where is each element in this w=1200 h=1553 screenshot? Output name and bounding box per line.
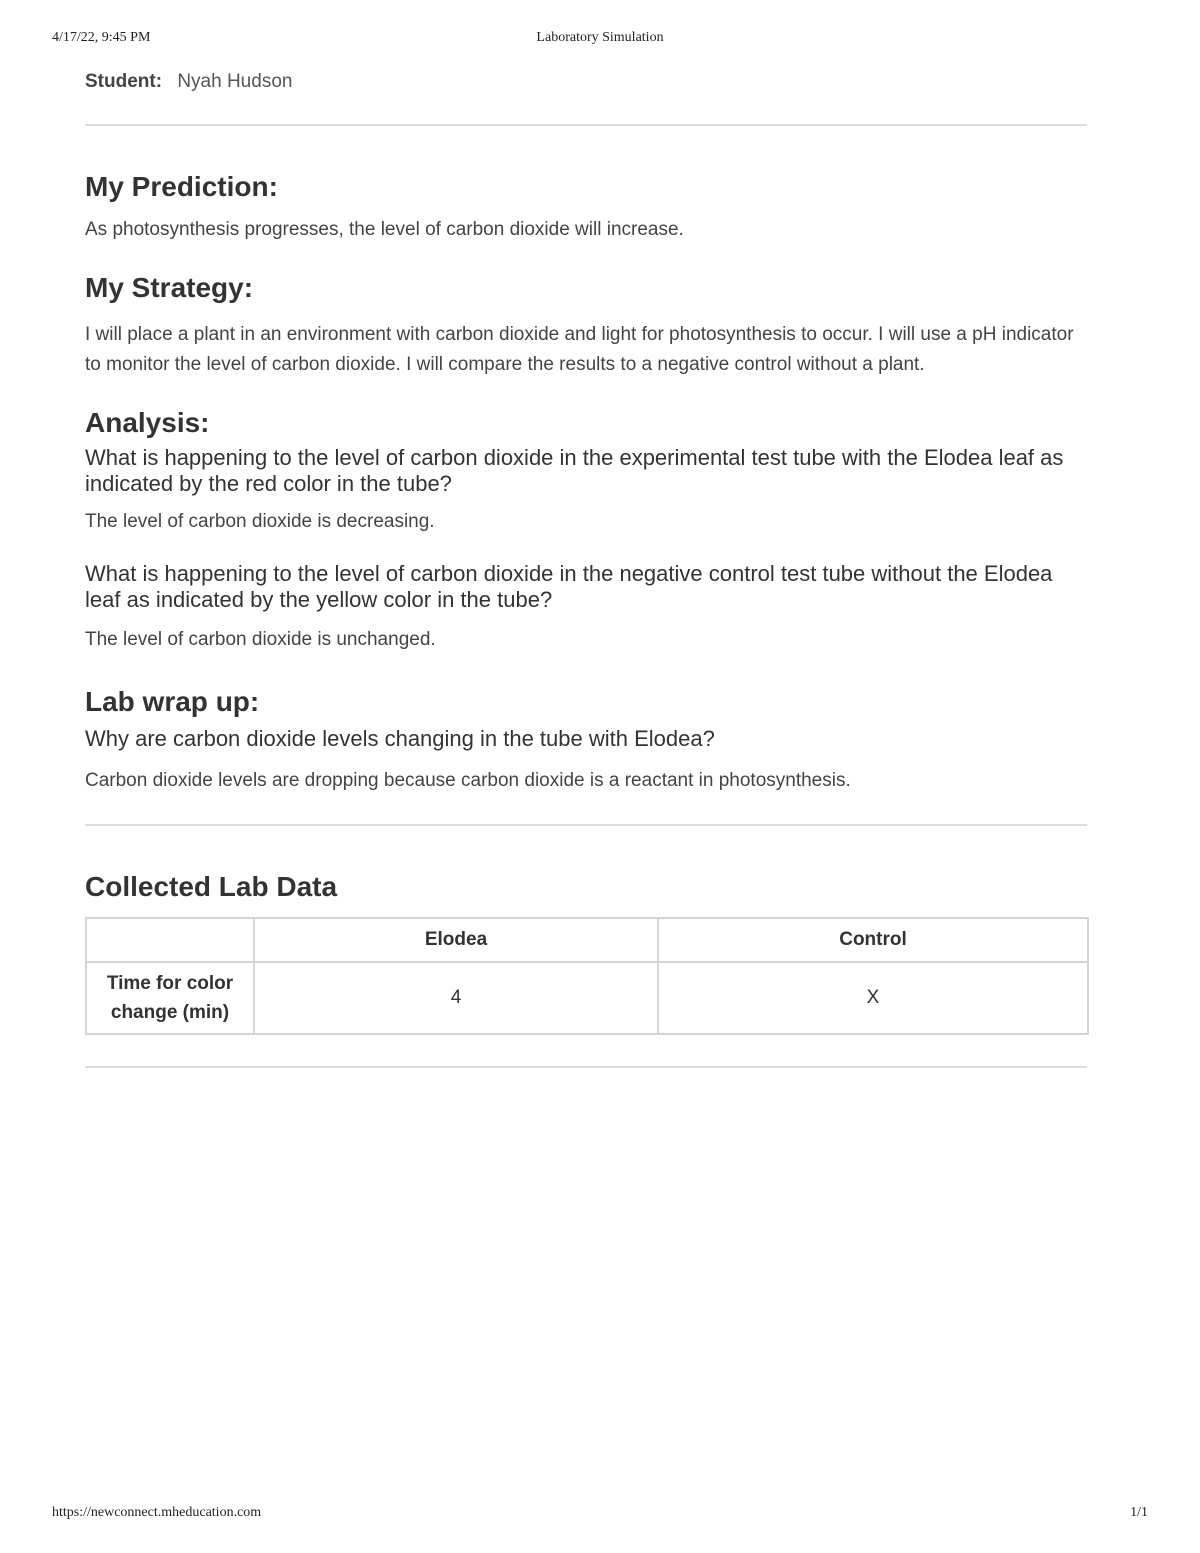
analysis-answer-1: The level of carbon dioxide is decreasing. — [85, 511, 435, 532]
student-name: Nyah Hudson — [177, 71, 293, 92]
report-content — [85, 68, 1087, 1068]
wrap-up-answer: Carbon dioxide levels are dropping because carbon dioxide is a reactant in photosynthesis. — [85, 770, 851, 791]
table-header-blank — [86, 918, 254, 962]
table-header-control: Control — [658, 918, 1088, 962]
table-header-row — [86, 918, 1088, 962]
print-footer — [52, 1505, 1148, 1525]
print-page-title: Laboratory Simulation — [536, 30, 664, 45]
elodea-value: 4 — [254, 962, 658, 1034]
analysis-question-2: What is happening to the level of carbon dioxide in the negative control test tube without the Elodea leaf as indicated by the yellow color in the tube? — [85, 561, 1053, 612]
strategy-heading: My Strategy: — [85, 272, 254, 303]
table-row — [86, 962, 1088, 1034]
strategy-text: I will place a plant in an environment with carbon dioxide and light for photosynthesis to occur. I will use a pH indicator to monitor the level of carbon dioxide. I will compare the results to a negative control without a plant. — [85, 324, 1074, 375]
divider — [85, 124, 1087, 126]
control-value: X — [658, 962, 1088, 1034]
student-line — [85, 68, 1087, 96]
prediction-heading: My Prediction: — [85, 171, 278, 202]
table-header-elodea: Elodea — [254, 918, 658, 962]
footer-page-number: 1/1 — [1130, 1505, 1148, 1520]
divider — [85, 1066, 1087, 1068]
wrap-up-heading: Lab wrap up: — [85, 686, 260, 717]
print-header — [52, 30, 1148, 50]
lab-data-heading: Collected Lab Data — [85, 871, 338, 902]
student-label: Student: — [85, 71, 163, 92]
analysis-heading: Analysis: — [85, 407, 210, 438]
analysis-question-1: What is happening to the level of carbon dioxide in the experimental test tube with the Elodea leaf as indicated by the red color in the tube? — [85, 445, 1064, 496]
footer-url: https://newconnect.mheducation.com — [52, 1505, 262, 1520]
divider — [85, 824, 1087, 826]
analysis-answer-2: The level of carbon dioxide is unchanged. — [85, 629, 436, 650]
row-label: Time for color change (min) — [86, 962, 254, 1034]
prediction-text: As photosynthesis progresses, the level of carbon dioxide will increase. — [85, 219, 684, 240]
wrap-up-question: Why are carbon dioxide levels changing in the tube with Elodea? — [85, 726, 715, 751]
lab-data-table — [85, 917, 1089, 1035]
print-datetime: 4/17/22, 9:45 PM — [52, 30, 151, 45]
